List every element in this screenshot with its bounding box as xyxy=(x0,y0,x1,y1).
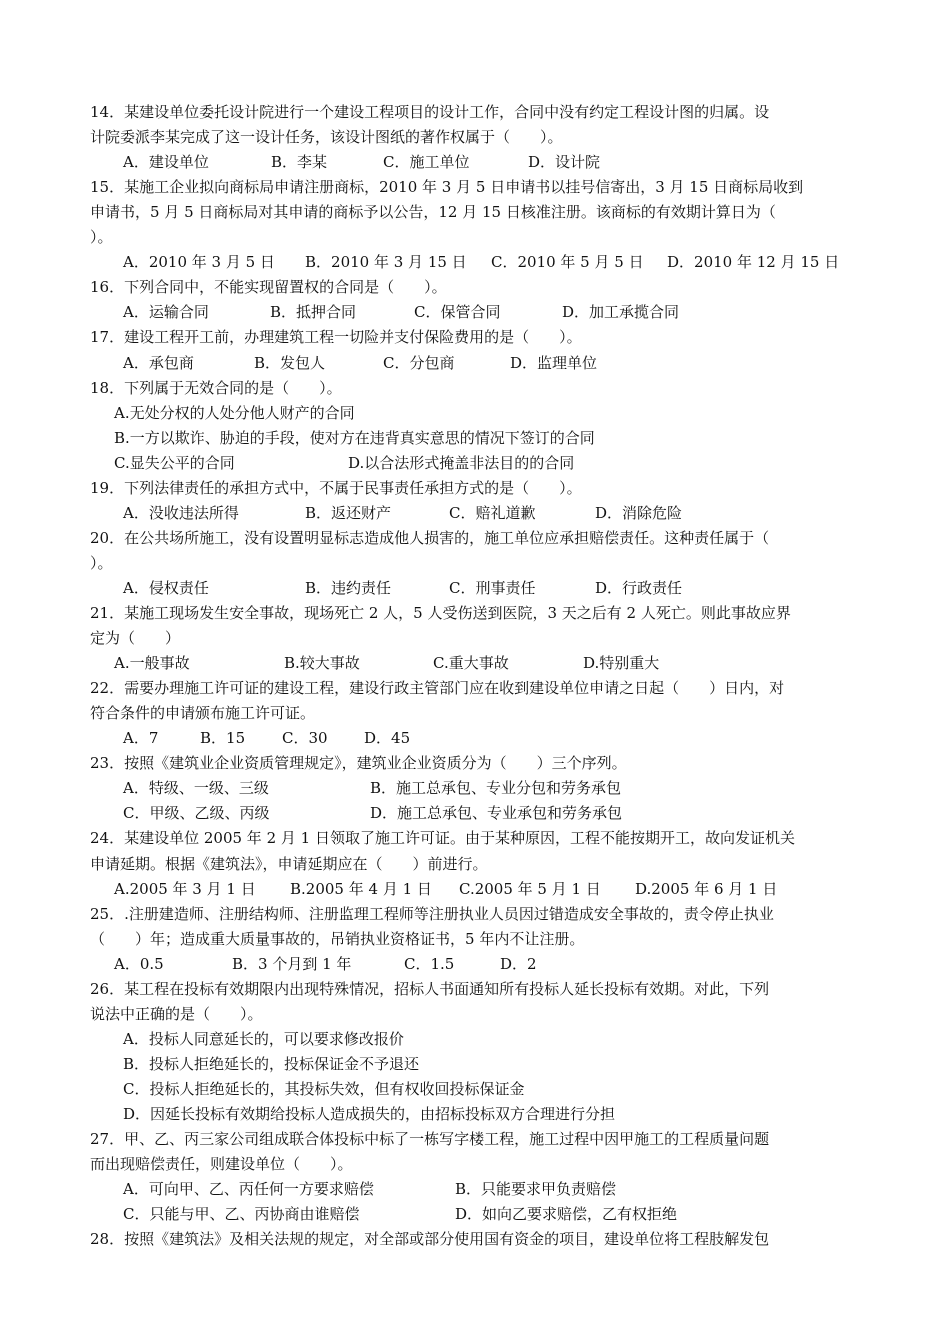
question-stem: 28．按照《建筑法》及相关法规的规定，对全部或部分使用国有资金的项目，建设单位将工程肢解发包 xyxy=(90,1230,770,1249)
question-stem: 21．某施工现场发生安全事故，现场死亡 2 人，5 人受伤送到医院，3 天之后有 2 人死亡。则此事故应界 xyxy=(90,604,791,622)
answer-option: C．分包商 xyxy=(383,353,455,372)
answer-option: C．甲级、乙级、丙级 xyxy=(123,804,270,823)
answer-option: B．返还财产 xyxy=(305,503,392,522)
answer-option: B．抵押合同 xyxy=(270,303,357,322)
answer-option: B．发包人 xyxy=(254,353,326,372)
answer-option: B．违约责任 xyxy=(305,578,392,597)
question-stem-continued: 计院委派李某完成了这一设计任务，该设计图纸的著作权属于（ ）。 xyxy=(90,128,563,147)
answer-option: C．赔礼道歉 xyxy=(449,503,536,522)
answer-option: C.重大事故 xyxy=(433,654,509,673)
answer-option: D．行政责任 xyxy=(595,578,683,597)
answer-option: B．2010 年 3 月 15 日 xyxy=(305,253,467,272)
answer-option: B．李某 xyxy=(271,153,328,172)
question-stem: 23．按照《建筑业企业资质管理规定》，建筑业企业资质分为（ ）三个序列。 xyxy=(90,754,627,773)
answer-option: D．消除危险 xyxy=(595,503,683,522)
answer-option: D．加工承揽合同 xyxy=(562,303,680,322)
answer-option: B．15 xyxy=(200,729,246,748)
answer-option: A.一般事故 xyxy=(114,654,190,673)
answer-option: A．运输合同 xyxy=(123,303,209,322)
answer-option: D．45 xyxy=(364,729,411,748)
question-stem: 20．在公共场所施工，没有设置明显标志造成他人损害的，施工单位应承担赔偿责任。这种责任属于（ xyxy=(90,528,770,547)
answer-option: C.显失公平的合同 xyxy=(114,453,235,472)
question-stem-continued: 而出现赔偿责任，则建设单位（ ）。 xyxy=(90,1155,353,1174)
question-stem: 18．下列属于无效合同的是（ ）。 xyxy=(90,378,342,397)
answer-option: D．施工总承包、专业承包和劳务承包 xyxy=(370,804,623,823)
answer-option: B.一方以欺诈、胁迫的手段，使对方在违背真实意思的情况下签订的合同 xyxy=(114,428,595,447)
question-stem: 26．某工程在投标有效期限内出现特殊情况，招标人书面通知所有投标人延长投标有效期。对此，下列 xyxy=(90,979,770,998)
question-stem-continued: 申请书，5 月 5 日商标局对其申请的商标予以公告，12 月 15 日核准注册。该商标的有效期计算日为（ xyxy=(90,203,776,222)
answer-option: C．2010 年 5 月 5 日 xyxy=(491,253,644,272)
question-stem: 24．某建设单位 2005 年 2 月 1 日领取了施工许可证。由于某种原因，工程不能按期开工，故向发证机关 xyxy=(90,829,795,848)
answer-option: D．监理单位 xyxy=(510,353,598,372)
answer-option: C．只能与甲、乙、丙协商由谁赔偿 xyxy=(123,1205,360,1224)
answer-option: A．承包商 xyxy=(123,353,194,372)
answer-option: A．没收违法所得 xyxy=(123,503,239,522)
answer-option: D．设计院 xyxy=(528,153,601,172)
question-stem: 17．建设工程开工前，办理建筑工程一切险并支付保险费用的是（ ）。 xyxy=(90,328,582,347)
answer-option: D．2 xyxy=(500,954,537,973)
question-stem: 27．甲、乙、丙三家公司组成联合体投标中标了一栋写字楼工程，施工过程中因甲施工的工程质量问题 xyxy=(90,1130,770,1149)
question-stem: 16．下列合同中，不能实现留置权的合同是（ ）。 xyxy=(90,278,447,297)
answer-option: B．3 个月到 1 年 xyxy=(232,954,352,973)
answer-option: A．投标人同意延长的，可以要求修改报价 xyxy=(123,1029,404,1048)
answer-option: A．侵权责任 xyxy=(123,578,209,597)
answer-option: A．可向甲、乙、丙任何一方要求赔偿 xyxy=(123,1180,374,1199)
question-stem: 15．某施工企业拟向商标局申请注册商标，2010 年 3 月 5 日申请书以挂号信寄出，3 月 15 日商标局收到 xyxy=(90,178,804,197)
question-stem-continued: （ ）年；造成重大质量事故的，吊销执业资格证书，5 年内不让注册。 xyxy=(90,929,585,948)
answer-option: A．2010 年 3 月 5 日 xyxy=(123,253,275,272)
question-stem-continued: ）。 xyxy=(90,228,113,247)
answer-option: A.2005 年 3 月 1 日 xyxy=(114,879,256,898)
question-stem-continued: 申请延期。根据《建筑法》，申请延期应在（ ）前进行。 xyxy=(90,854,488,873)
answer-option: D.特别重大 xyxy=(583,654,660,673)
answer-option: C．投标人拒绝延长的，其投标失效，但有权收回投标保证金 xyxy=(123,1079,525,1098)
answer-option: B.较大事故 xyxy=(284,654,360,673)
answer-option: B．施工总承包、专业分包和劳务承包 xyxy=(370,779,622,798)
question-stem: 19．下列法律责任的承担方式中，不属于民事责任承担方式的是（ ）。 xyxy=(90,478,582,497)
answer-option: B.2005 年 4 月 1 日 xyxy=(290,879,432,898)
question-stem: 25．.注册建造师、注册结构师、注册监理工程师等注册执业人员因过错造成安全事故的，责令停止执业 xyxy=(90,904,774,923)
question-stem-continued: ）。 xyxy=(90,553,113,572)
answer-option: C.2005 年 5 月 1 日 xyxy=(459,879,601,898)
answer-option: D.以合法形式掩盖非法目的的合同 xyxy=(348,453,575,472)
answer-option: C．30 xyxy=(282,729,328,748)
question-stem-continued: 定为（ ） xyxy=(90,629,181,648)
answer-option: D.2005 年 6 月 1 日 xyxy=(635,879,778,898)
answer-option: A.无处分权的人处分他人财产的合同 xyxy=(114,403,355,422)
question-stem-continued: 符合条件的申请颁布施工许可证。 xyxy=(90,704,316,723)
answer-option: A．特级、一级、三级 xyxy=(123,779,269,798)
question-stem: 22．需要办理施工许可证的建设工程，建设行政主管部门应在收到建设单位申请之日起（ ）日内，对 xyxy=(90,679,785,698)
answer-option: A．建设单位 xyxy=(123,153,209,172)
answer-option: D．如向乙要求赔偿，乙有权拒绝 xyxy=(455,1205,678,1224)
answer-option: B．投标人拒绝延长的，投标保证金不予退还 xyxy=(123,1054,420,1073)
question-stem-continued: 说法中正确的是（ ）。 xyxy=(90,1004,263,1023)
answer-option: C．1.5 xyxy=(404,954,455,973)
answer-option: C．保管合同 xyxy=(414,303,501,322)
answer-option: A．7 xyxy=(123,729,159,748)
answer-option: A．0.5 xyxy=(114,954,164,973)
answer-option: D．2010 年 12 月 15 日 xyxy=(667,253,840,272)
answer-option: B．只能要求甲负责赔偿 xyxy=(455,1180,617,1199)
question-stem: 14．某建设单位委托设计院进行一个建设工程项目的设计工作，合同中没有约定工程设计图的归属。设 xyxy=(90,103,770,121)
answer-option: C．施工单位 xyxy=(383,153,470,172)
answer-option: C．刑事责任 xyxy=(449,578,536,597)
answer-option: D．因延长投标有效期给投标人造成损失的，由招标投标双方合理进行分担 xyxy=(123,1105,616,1123)
